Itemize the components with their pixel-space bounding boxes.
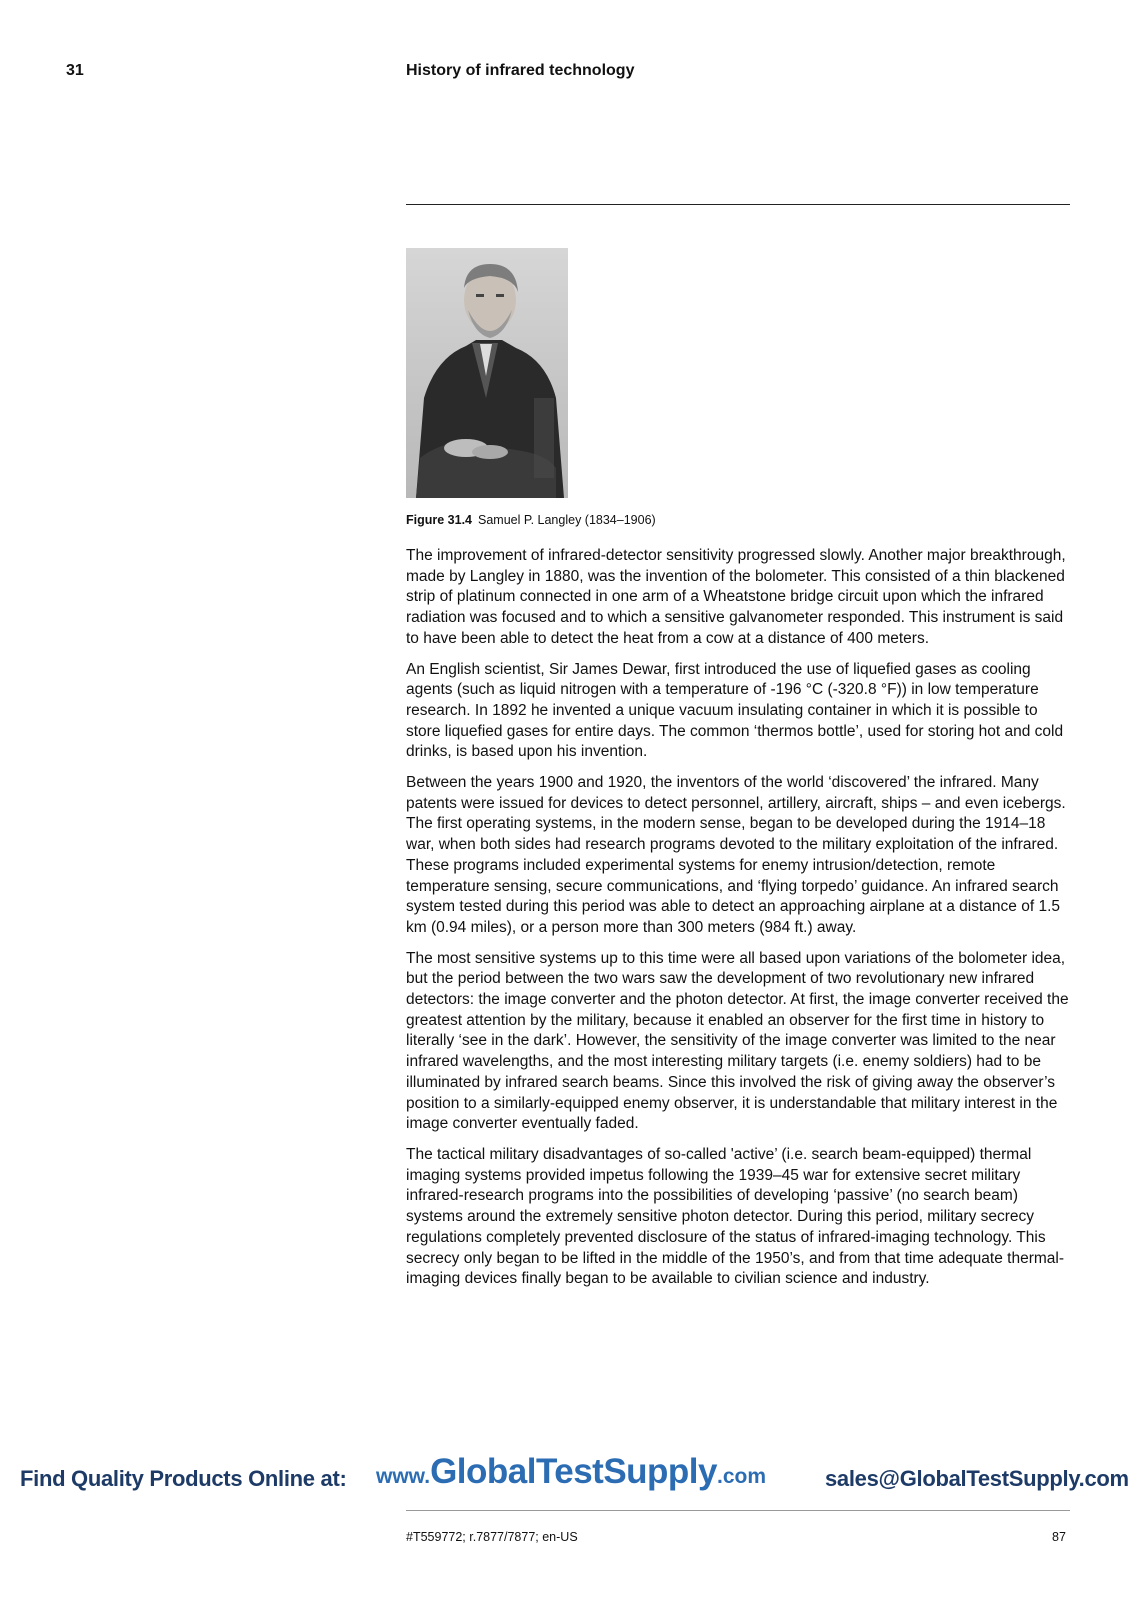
header-divider bbox=[406, 204, 1070, 205]
footer-website-link[interactable] bbox=[376, 1452, 766, 1492]
footer-find-label: Find Quality Products Online at: bbox=[20, 1466, 347, 1491]
footer-url-main: GlobalTestSupply bbox=[430, 1452, 717, 1491]
paragraph: The improvement of infrared-detector sensitivity progressed slowly. Another major breakthrough, made by Langley in 1880, was the invention of the bolometer. This consisted of a thin blackened strip of platinum connected in one arm of a Wheatstone bridge circuit upon which the infrared radiation was focused and to which a sensitive galvanometer responded. This instrument is said to have been able to detect the heat from a cow at a distance of 400 meters. bbox=[406, 547, 1066, 647]
portrait-photo bbox=[406, 248, 568, 498]
figure-label: Figure 31.4 bbox=[406, 513, 472, 527]
footer-email-link[interactable]: sales@GlobalTestSupply.com bbox=[825, 1466, 1129, 1491]
footer-url-prefix: www. bbox=[376, 1465, 431, 1488]
paragraph: The tactical military disadvantages of so-called 'active’ (i.e. search beam-equipped) thermal imaging systems provided impetus following the 1939–45 war for extensive secret military infrared-research programs into the possibilities of developing ‘passive’ (no search beam) systems around the extremely sensitive photon detector. During this period, military secrecy regulations completely prevented disclosure of the status of infrared-imaging technology. This secrecy only began to be lifted in the middle of the 1950’s, and from that time adequate thermal-imaging devices finally began to be available to civilian science and industry. bbox=[406, 1145, 1064, 1288]
chapter-title: History of infrared technology bbox=[406, 62, 635, 79]
footer-url-suffix: .com bbox=[717, 1465, 767, 1488]
chapter-number: 31 bbox=[66, 62, 84, 79]
paragraph: An English scientist, Sir James Dewar, first introduced the use of liquefied gases as cooling agents (such as liquid nitrogen with a temperature of -196 °C (-320.8 °F)) in low temperature research. In 1892 he invented a unique vacuum insulating container in which it is possible to store liquefied gases for entire days. The common ‘thermos bottle’, used for storing hot and cold drinks, is based upon his invention. bbox=[406, 660, 1064, 761]
page-number: 87 bbox=[1052, 1530, 1066, 1544]
paragraph: The most sensitive systems up to this time were all based upon variations of the bolometer idea, but the period between the two wars saw the development of two revolutionary new infrared detectors: the image converter and the photon detector. At first, the image converter received the greatest attention by the military, because it enabled an observer for the first time in history to literally ‘see in the dark’. However, the sensitivity of the image converter was limited to the near infrared wavelengths, and the most interesting military targets (i.e. enemy soldiers) had to be illuminated by infrared search beams. Since this involved the risk of giving away the observer’s position to a similarly-equipped enemy observer, it is understandable that military interest in the image converter eventually faded. bbox=[406, 949, 1069, 1133]
figure-caption-text: Samuel P. Langley (1834–1906) bbox=[478, 513, 656, 527]
body-text bbox=[406, 546, 1074, 1300]
paragraph: Between the years 1900 and 1920, the inventors of the world ‘discovered’ the infrared. Many patents were issued for devices to detect personnel, artillery, aircraft, ships – and even icebergs. The first operating systems, in the modern sense, began to be developed during the 1914–18 war, when both sides had research programs devoted to the military exploitation of the infrared. These programs included experimental systems for enemy intrusion/detection, remote temperature sensing, secure communications, and ‘flying torpedo’ guidance. An infrared search system tested during this period was able to detect an approaching airplane at a distance of 1.5 km (0.94 miles), or a person more than 300 meters (984 ft.) away. bbox=[406, 774, 1066, 936]
figure-caption bbox=[406, 513, 656, 527]
footer-divider bbox=[406, 1510, 1070, 1511]
document-id: #T559772; r.7877/7877; en-US bbox=[406, 1530, 578, 1544]
